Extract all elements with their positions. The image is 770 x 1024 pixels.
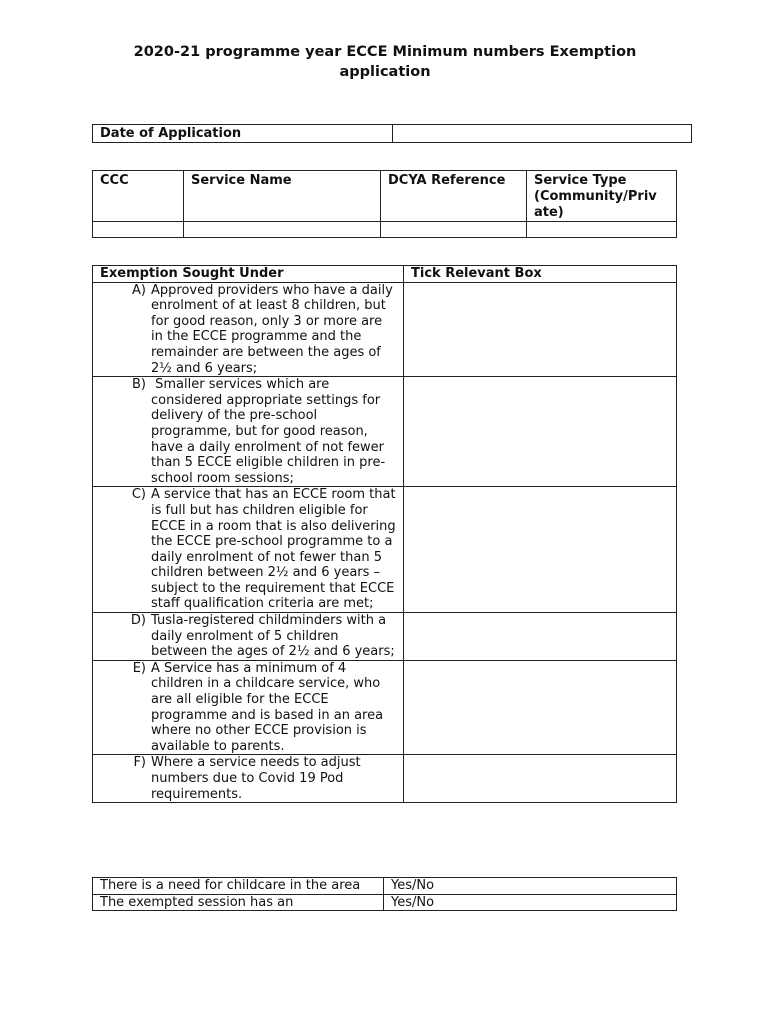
dcya-reference-field[interactable] [381,222,527,238]
service-type-field[interactable] [527,222,677,238]
answer-exempted-session[interactable]: Yes/No [384,894,677,911]
item-letter: D) [130,613,146,629]
document-title: 2020-21 programme year ECCE Minimum numbers Exemption application [133,44,637,80]
dcya-reference-header: DCYA Reference [381,171,527,222]
tick-box-d[interactable] [404,613,677,661]
tick-box-f[interactable] [404,755,677,803]
service-details-table [92,170,677,238]
exemption-item-c [93,487,404,613]
exemption-item-f [93,755,404,803]
exemption-item-b [93,377,404,487]
answer-childcare-need[interactable]: Yes/No [384,878,677,895]
question-childcare-need: There is a need for childcare in the area [93,878,384,895]
date-of-application-table [92,124,692,143]
question-exempted-session: The exempted session has an [93,894,384,911]
item-letter: F) [133,755,146,771]
date-of-application-field[interactable] [393,125,692,143]
exemption-table [92,265,677,803]
tick-box-a[interactable] [404,282,677,377]
exemption-item-d [93,613,404,661]
date-of-application-label: Date of Application [93,125,393,143]
exemption-item-e [93,660,404,755]
ccc-header: CCC [93,171,184,222]
tick-relevant-box-header: Tick Relevant Box [404,266,677,283]
item-text: A service that has an ECCE room that is full but has children eligible for ECCE in a room that is also delivering the ECCE pre-school programme to a daily enrolment of not fewer than 5 children between 2½ and 6 years – subject to the requirement that ECCE staff qualification criteria are met; [151,487,396,612]
item-letter: A) [132,282,146,298]
tick-box-e[interactable] [404,660,677,755]
item-letter: B) [132,377,146,393]
item-text: A Service has a minimum of 4 children in a childcare service, who are all eligible for the ECCE programme and is based in an area where no other ECCE provision is available to parents. [151,660,384,754]
service-name-field[interactable] [184,222,381,238]
tick-box-b[interactable] [404,377,677,487]
service-type-header: Service Type (Community/Priv ate) [527,171,677,222]
exemption-item-a [93,282,404,377]
item-letter: E) [132,660,146,676]
yes-no-table [92,877,677,911]
item-text: Approved providers who have a daily enrolment of at least 8 children, but for good reason, only 3 or more are in the ECCE programme and the remainder are between the ages of 2½ and 6 years; [151,282,393,376]
item-text: Where a service needs to adjust numbers due to Covid 19 Pod requirements. [151,755,361,802]
item-text: Tusla-registered childminders with a daily enrolment of 5 children between the ages of 2½ and 6 years; [151,613,395,660]
exemption-sought-header: Exemption Sought Under [93,266,404,283]
ccc-field[interactable] [93,222,184,238]
tick-box-c[interactable] [404,487,677,613]
item-text: Smaller services which are considered appropriate settings for delivery of the pre-school programme, but for good reason, have a daily enrolment of not fewer than 5 ECCE eligible children in pre-school room sessions; [151,377,389,486]
service-name-header: Service Name [184,171,381,222]
item-letter: C) [131,487,146,503]
